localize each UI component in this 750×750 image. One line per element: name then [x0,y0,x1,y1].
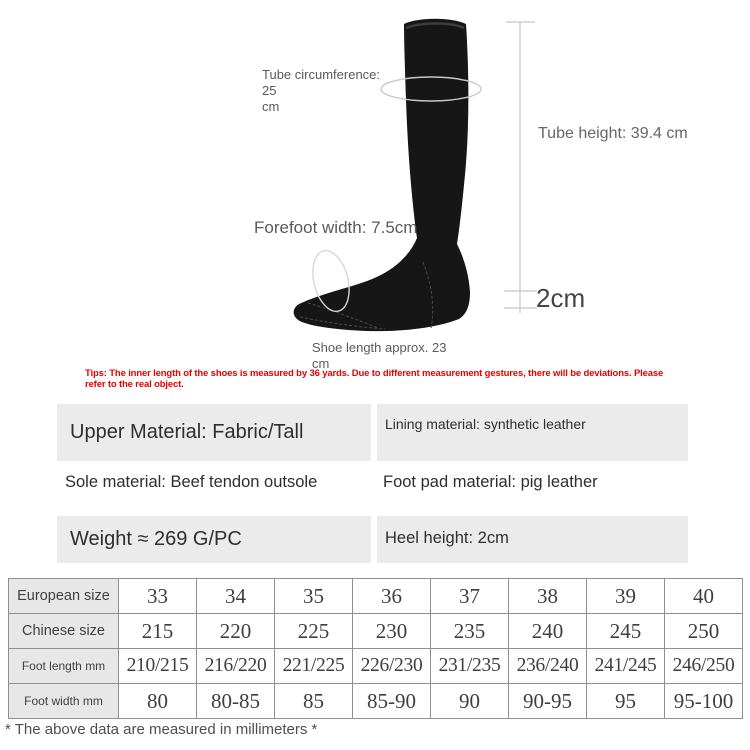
lining-material-text: Lining material: synthetic leather [385,416,586,432]
size-cell: 231/235 [431,649,509,684]
size-table [8,578,743,719]
size-cell: 230 [353,614,431,649]
shoe-length-label [312,340,452,372]
measurement-tips-note: Tips: The inner length of the shoes is measured by 36 yards. Due to different measurement gestures, there will be deviations. Please refer to the real object. [85,368,664,390]
size-cell: 240 [509,614,587,649]
spec-cell-upper-material [57,404,371,461]
size-cell: 33 [119,579,197,614]
size-cell: 36 [353,579,431,614]
size-cell: 215 [119,614,197,649]
spec-cell-lining-material [377,404,688,461]
weight-text: Weight ≈ 269 G/PC [70,528,242,550]
row-header-foot-width: Foot width mm [9,684,119,719]
size-cell: 90-95 [509,684,587,719]
size-cell: 37 [431,579,509,614]
size-cell: 220 [197,614,275,649]
tube-circumference-line1: Tube circumference: 25 [262,67,381,98]
table-row-chinese-size [9,614,743,649]
size-cell: 85 [275,684,353,719]
size-cell: 95 [587,684,665,719]
size-cell: 250 [665,614,743,649]
measurement-footnote: * The above data are measured in millimeters * [5,721,318,738]
table-row-european-size [9,579,743,614]
forefoot-width-label: Forefoot width: 7.5cm [254,218,418,237]
foot-pad-material-text: Foot pad material: pig leather [383,473,598,491]
size-cell: 39 [587,579,665,614]
row-header-european-size: European size [9,579,119,614]
size-cell: 210/215 [119,649,197,684]
size-cell: 241/245 [587,649,665,684]
row-header-foot-length: Foot length mm [9,649,119,684]
size-cell: 40 [665,579,743,614]
tube-height-label: Tube height: 39.4 cm [538,125,688,142]
spec-cell-weight [57,516,371,563]
size-cell: 38 [509,579,587,614]
size-cell: 34 [197,579,275,614]
boot-silhouette [294,19,470,331]
size-cell: 216/220 [197,649,275,684]
shoe-length-line2: cm [312,355,330,371]
table-row-foot-length [9,649,743,684]
tube-circumference-label [262,67,392,115]
size-cell: 80 [119,684,197,719]
table-row-foot-width [9,684,743,719]
shoe-length-line1: Shoe length approx. 23 [312,340,447,355]
row-header-chinese-size: Chinese size [9,614,119,649]
heel-height-text: Heel height: 2cm [385,529,509,547]
upper-material-text: Upper Material: Fabric/Tall [70,421,304,443]
size-cell: 225 [275,614,353,649]
size-cell: 226/230 [353,649,431,684]
tube-height-measure-line [504,22,537,313]
size-cell: 35 [275,579,353,614]
sole-material-text: Sole material: Beef tendon outsole [65,473,318,491]
size-cell: 85-90 [353,684,431,719]
size-cell: 95-100 [665,684,743,719]
size-cell: 90 [431,684,509,719]
size-cell: 236/240 [509,649,587,684]
size-cell: 245 [587,614,665,649]
spec-cell-heel-height [377,516,688,563]
size-cell: 246/250 [665,649,743,684]
size-cell: 80-85 [197,684,275,719]
heel-height-annotation: 2cm [536,283,586,313]
size-cell: 221/225 [275,649,353,684]
size-cell: 235 [431,614,509,649]
tube-circumference-line2: cm [262,98,280,114]
